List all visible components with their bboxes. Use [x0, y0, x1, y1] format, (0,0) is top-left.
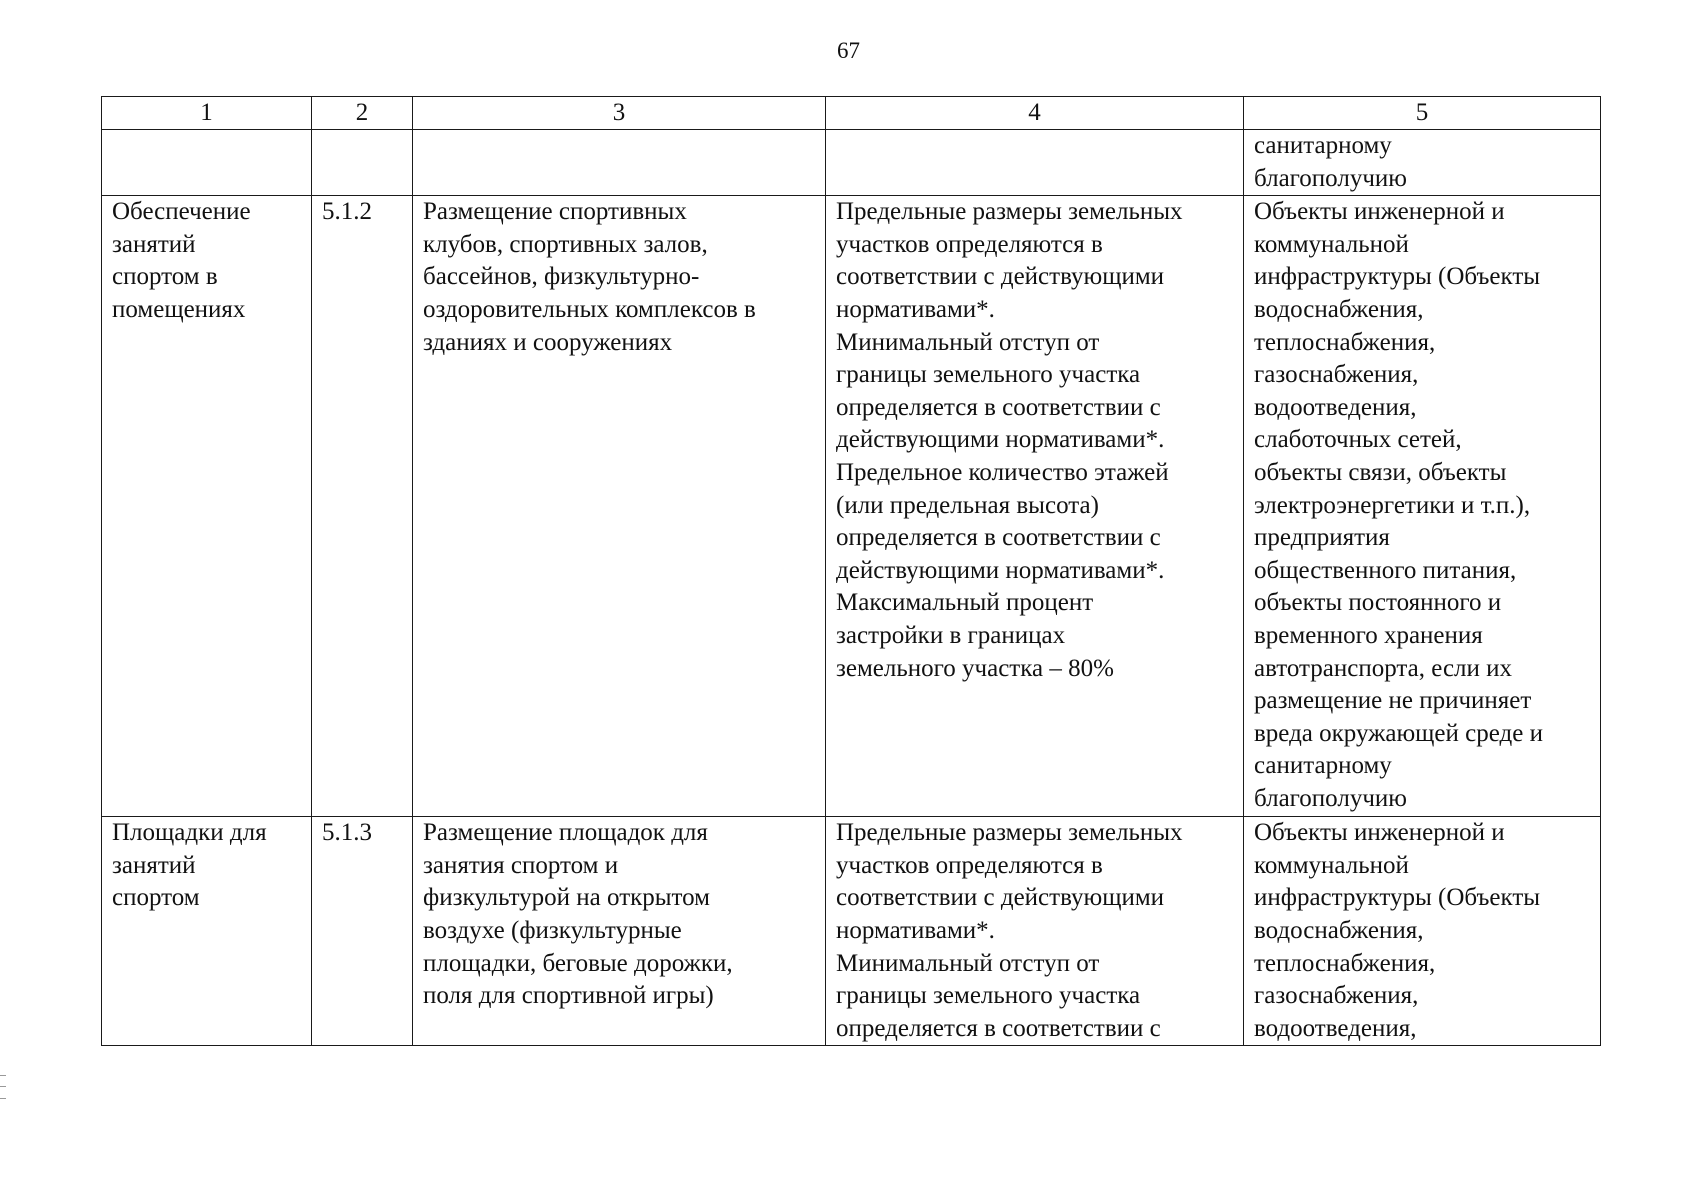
cell-line: автотранспорта, если их [1254, 654, 1513, 682]
column-header-2: 2 [312, 97, 413, 130]
cell-line: санитарному [1254, 752, 1392, 780]
cell-line: определяется в соответствии с [836, 393, 1161, 421]
cell-line: предприятия [1254, 524, 1390, 552]
cell-line: границы земельного участка [836, 982, 1141, 1010]
cell-line: спортом [112, 884, 200, 912]
auxiliary-uses-cell [1244, 817, 1601, 1046]
cell-line: поля для спортивной игры) [423, 982, 714, 1010]
cell-line: размещение не причиняет [1254, 687, 1532, 715]
cell-line: временного хранения [1254, 621, 1483, 649]
cell-line: Предельные размеры земельных [836, 198, 1183, 226]
cell-line: границы земельного участка [836, 361, 1141, 389]
table-row-continuation [102, 130, 1601, 196]
cell-line: Объекты инженерной и [1254, 198, 1505, 226]
cell-line: коммунальной [1254, 851, 1409, 879]
cell-line: действующими нормативами*. [836, 556, 1165, 584]
cell-line: водоснабжения, [1254, 916, 1424, 944]
cell-empty [102, 130, 312, 196]
cell-line: вреда окружающей среде и [1254, 719, 1543, 747]
cell-line: определяется в соответствии с [836, 524, 1161, 552]
use-code-cell: 5.1.3 [312, 817, 413, 1046]
cell-line: газоснабжения, [1254, 982, 1419, 1010]
cell-line: клубов, спортивных залов, [423, 230, 708, 258]
cell-line: теплоснабжения, [1254, 328, 1436, 356]
cell-line: площадки, беговые дорожки, [423, 949, 733, 977]
cell-line: Минимальный отступ от [836, 328, 1100, 356]
table-row [102, 817, 1601, 1046]
cell-line: благополучию [1254, 784, 1407, 812]
cell-line: нормативами*. [836, 295, 995, 323]
cell-line: определяется в соответствии с [836, 1014, 1161, 1042]
cell-line: участков определяются в [836, 851, 1103, 879]
page-number: 67 [837, 38, 860, 63]
auxiliary-uses-cell [1244, 196, 1601, 817]
cell-line: бассейнов, физкультурно- [423, 263, 700, 291]
cell-line: нормативами*. [836, 916, 995, 944]
cell-line: Объекты инженерной и [1254, 819, 1505, 847]
auxiliary-uses-cell [1244, 130, 1601, 196]
use-description-cell [413, 817, 826, 1046]
cell-line: действующими нормативами*. [836, 426, 1165, 454]
column-header-5: 5 [1244, 97, 1601, 130]
use-description-cell [413, 196, 826, 817]
cell-line: инфраструктуры (Объекты [1254, 263, 1541, 291]
cell-line: оздоровительных комплексов в [423, 295, 756, 323]
column-header-4: 4 [826, 97, 1244, 130]
cell-line: водоотведения, [1254, 1014, 1417, 1042]
cell-line: теплоснабжения, [1254, 949, 1436, 977]
use-name-cell [102, 196, 312, 817]
cell-line: газоснабжения, [1254, 361, 1419, 389]
column-header-3: 3 [413, 97, 826, 130]
cell-line: помещениях [112, 295, 246, 323]
cell-empty [826, 130, 1244, 196]
cell-line: объекты постоянного и [1254, 589, 1502, 617]
cell-line: санитарному [1254, 132, 1392, 159]
cell-empty [413, 130, 826, 196]
cell-line: водоотведения, [1254, 393, 1417, 421]
table-header-row [102, 97, 1601, 130]
cell-line: занятий [112, 230, 196, 258]
cell-line: физкультурой на открытом [423, 884, 710, 912]
use-code-cell: 5.1.2 [312, 196, 413, 817]
cell-line: благополучию [1254, 164, 1407, 192]
land-use-table [101, 96, 1601, 1046]
cell-line: застройки в границах [836, 621, 1066, 649]
cell-line: воздухе (физкультурные [423, 916, 682, 944]
parameters-cell [826, 817, 1244, 1046]
cell-line: Обеспечение [112, 198, 251, 226]
column-header-1: 1 [102, 97, 312, 130]
cell-line: инфраструктуры (Объекты [1254, 884, 1541, 912]
parameters-cell [826, 196, 1244, 817]
cell-line: Максимальный процент [836, 589, 1094, 617]
cell-line: Минимальный отступ от [836, 949, 1100, 977]
cell-line: объекты связи, объекты [1254, 458, 1507, 486]
cell-line: Предельные размеры земельных [836, 819, 1183, 847]
cell-line: зданиях и сооружениях [423, 328, 673, 356]
cell-line: общественного питания, [1254, 556, 1517, 584]
table-row [102, 196, 1601, 817]
cell-line: Площадки для [112, 819, 267, 847]
cell-line: участков определяются в [836, 230, 1103, 258]
cell-line: Предельное количество этажей [836, 458, 1169, 486]
cell-line: занятий [112, 851, 196, 879]
cell-line: слаботочных сетей, [1254, 426, 1462, 454]
cell-line: спортом в [112, 263, 218, 291]
cell-line: занятия спортом и [423, 851, 619, 879]
cell-line: электроэнергетики и т.п.), [1254, 491, 1531, 519]
cell-line: соответствии с действующими [836, 263, 1165, 291]
cell-line: земельного участка – 80% [836, 654, 1114, 682]
cell-line: соответствии с действующими [836, 884, 1165, 912]
cell-line: Размещение площадок для [423, 819, 708, 847]
cell-line: Размещение спортивных [423, 198, 687, 226]
scan-edge-mark [0, 1075, 6, 1099]
cell-line: водоснабжения, [1254, 295, 1424, 323]
cell-line: коммунальной [1254, 230, 1409, 258]
use-name-cell [102, 817, 312, 1046]
cell-empty [312, 130, 413, 196]
cell-line: (или предельная высота) [836, 491, 1099, 519]
